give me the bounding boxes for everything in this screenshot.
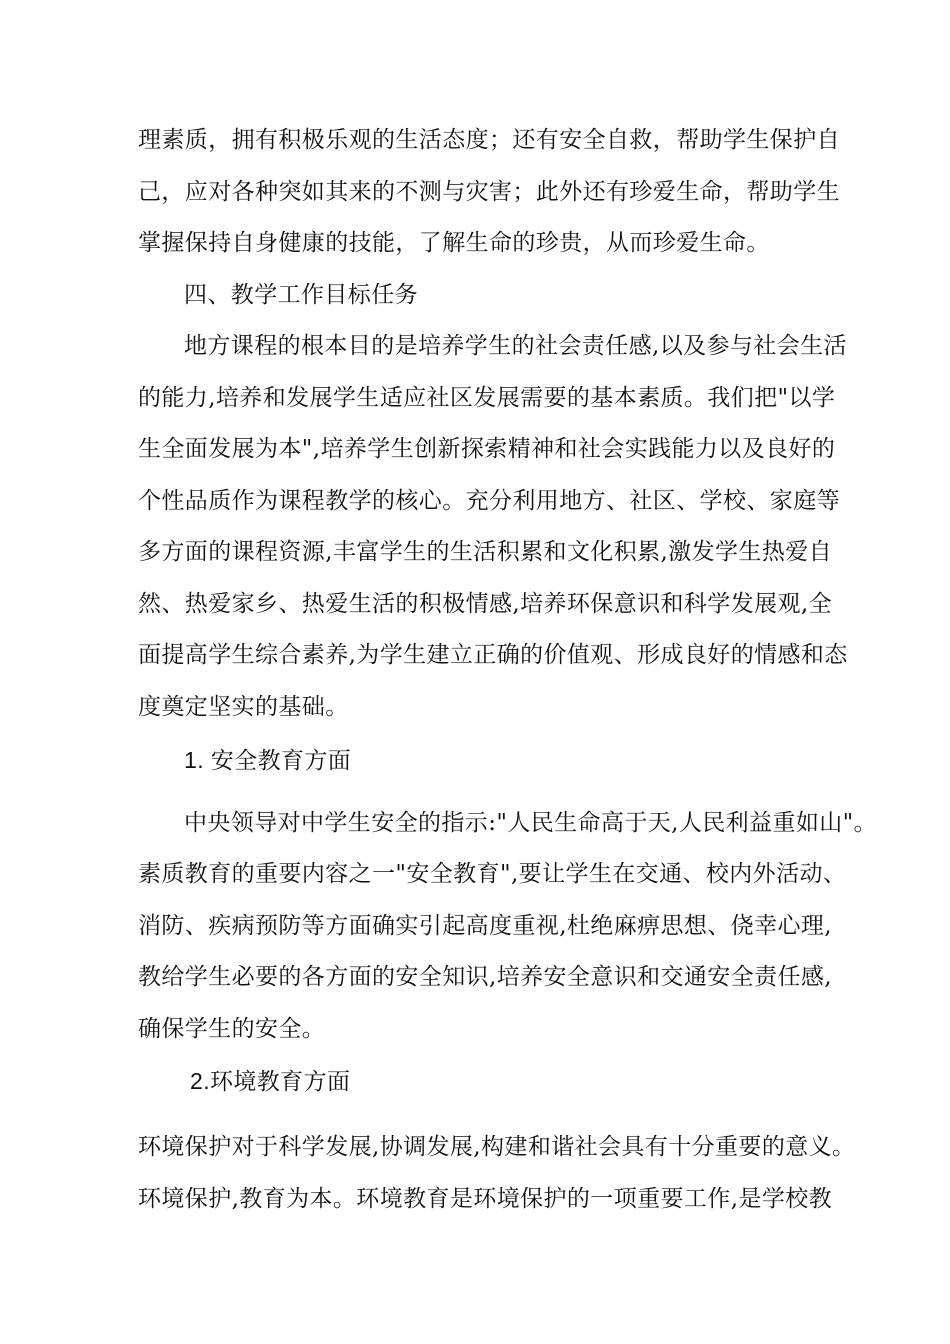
body-line: 度奠定坚实的基础。 [138,694,349,720]
subsection-heading: 1. 安全教育方面 [184,747,352,773]
subsection-heading: 2.环境教育方面 [190,1068,351,1094]
section-heading: 四、教学工作目标任务 [184,282,418,308]
body-line: 理素质，拥有积极乐观的生活态度；还有安全自救，帮助学生保护自 [138,127,840,153]
body-line: 己，应对各种突如其来的不测与灾害；此外还有珍爱生命，帮助学生 [138,179,840,205]
body-line: 素质教育的重要内容之一"安全教育",要让学生在交通、校内外活动、 [138,861,847,887]
body-line: 中央领导对中学生安全的指示:"人民生命高于天,人民利益重如山"。 [184,810,878,836]
body-line: 地方课程的根本目的是培养学生的社会责任感,以及参与社会生活 [184,333,847,359]
body-line: 消防、疾病预防等方面确实引起高度重视,杜绝麻痹思想、侥幸心理, [138,913,833,939]
body-line: 个性品质作为课程教学的核心。充分利用地方、社区、学校、家庭等 [138,488,840,514]
body-line: 掌握保持自身健康的技能，了解生命的珍贵，从而珍爱生命。 [138,230,770,256]
body-line: 的能力,培养和发展学生适应社区发展需要的基本素质。我们把"以学 [138,385,836,411]
body-line: 教给学生必要的各方面的安全知识,培养安全意识和交通安全责任感, [138,964,833,990]
body-line: 多方面的课程资源,丰富学生的生活积累和文化积累,激发学生热爱自 [138,539,833,565]
body-line: 面提高学生综合素养,为学生建立正确的价值观、形成良好的情感和态 [138,642,848,668]
body-line: 然、热爱家乡、热爱生活的积极情感,培养环保意识和科学发展观,全 [138,591,833,617]
body-line: 确保学生的安全。 [138,1016,326,1042]
body-line: 环境保护,教育为本。环境教育是环境保护的一项重要工作,是学校教 [138,1186,833,1212]
body-line: 环境保护对于科学发展,协调发展,构建和谐社会具有十分重要的意义。 [138,1134,856,1160]
body-line: 生全面发展为本",培养学生创新探索精神和社会实践能力以及良好的 [138,436,836,462]
